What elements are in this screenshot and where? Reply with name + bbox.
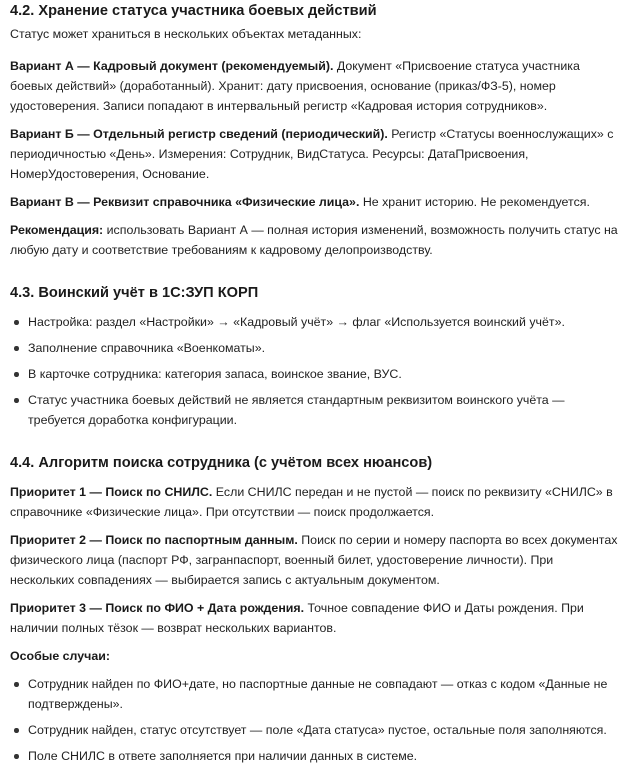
priority-3-paragraph: [10, 598, 620, 638]
variant-c-text: Не хранит историю. Не рекомендуется.: [359, 195, 590, 209]
recommendation-text: использовать Вариант А — полная история изменений, возможность получить статус на любую дату и соответствие требованиям к кадровому делопроизводству.: [10, 223, 618, 257]
list-item: Статус участника боевых действий не является стандартным реквизитом воинского учёта — требуется доработка конфигурации.: [10, 390, 620, 430]
list-item: Настройка: раздел «Настройки» → «Кадровый учёт» → флаг «Используется воинский учёт».: [10, 312, 620, 332]
list-item: В карточке сотрудника: категория запаса, воинское звание, ВУС.: [10, 364, 620, 384]
special-cases-title: Особые случаи:: [10, 649, 110, 663]
section-4-4-heading: 4.4. Алгоритм поиска сотрудника (с учётом всех нюансов): [10, 455, 433, 471]
priority-2-text: Поиск по серии и номеру паспорта во всех документах физического лица (паспорт РФ, загранпаспорт, военный билет, удостоверение личности). При нескольких совпадениях — выбирается запись с актуальным документом.: [10, 533, 618, 587]
priority-1-text: Если СНИЛС передан и не пустой — поиск по реквизиту «СНИЛС» в справочнике «Физические лица». При отсутствии — поиск продолжается.: [10, 485, 613, 519]
priority-3-title: Приоритет 3 — Поиск по ФИО + Дата рождения.: [10, 601, 305, 615]
special-cases-list: [10, 674, 620, 766]
list-item: Заполнение справочника «Военкоматы».: [10, 338, 620, 358]
section-4-2-intro: Статус может храниться в нескольких объектах метаданных:: [10, 27, 362, 41]
list-item: Сотрудник найден по ФИО+дате, но паспортные данные не совпадают — отказ с кодом «Данные не подтверждены».: [10, 674, 620, 714]
variant-a-title: Вариант А — Кадровый документ (рекомендуемый).: [10, 59, 334, 73]
recommendation-paragraph: [10, 220, 620, 260]
recommendation-title: Рекомендация:: [10, 223, 104, 237]
variant-c-title: Вариант В — Реквизит справочника «Физические лица».: [10, 195, 360, 209]
variant-a-paragraph: [10, 56, 620, 116]
variant-c-paragraph: [10, 192, 620, 212]
list-item: Сотрудник найден, статус отсутствует — поле «Дата статуса» пустое, остальные поля заполняются.: [10, 720, 620, 740]
priority-2-paragraph: [10, 530, 620, 590]
priority-1-title: Приоритет 1 — Поиск по СНИЛС.: [10, 485, 213, 499]
variant-b-paragraph: [10, 124, 620, 184]
military-registration-list: [10, 312, 620, 430]
variant-b-title: Вариант Б — Отдельный регистр сведений (периодический).: [10, 127, 388, 141]
priority-3-text: Точное совпадение ФИО и Даты рождения. При наличии полных тёзок — возврат нескольких вариантов.: [10, 601, 584, 635]
priority-1-paragraph: [10, 482, 620, 522]
section-4-3-heading: 4.3. Воинский учёт в 1С:ЗУП КОРП: [10, 285, 259, 301]
section-4-2-heading: 4.2. Хранение статуса участника боевых действий: [10, 3, 377, 19]
variant-a-text: Документ «Присвоение статуса участника боевых действий» (доработанный). Хранит: дату присвоения, основание (приказ/ФЗ-5), номер удостоверения. Записи попадают в интервальный регистр «Кадровая история сотрудников».: [10, 59, 580, 113]
priority-2-title: Приоритет 2 — Поиск по паспортным данным.: [10, 533, 298, 547]
variant-b-text: Регистр «Статусы военнослужащих» с периодичностью «День». Измерения: Сотрудник, ВидСтатуса. Ресурсы: ДатаПрисвоения, НомерУдостоверения, Основание.: [10, 127, 614, 181]
list-item: Поле СНИЛС в ответе заполняется при наличии данных в системе.: [10, 746, 620, 766]
